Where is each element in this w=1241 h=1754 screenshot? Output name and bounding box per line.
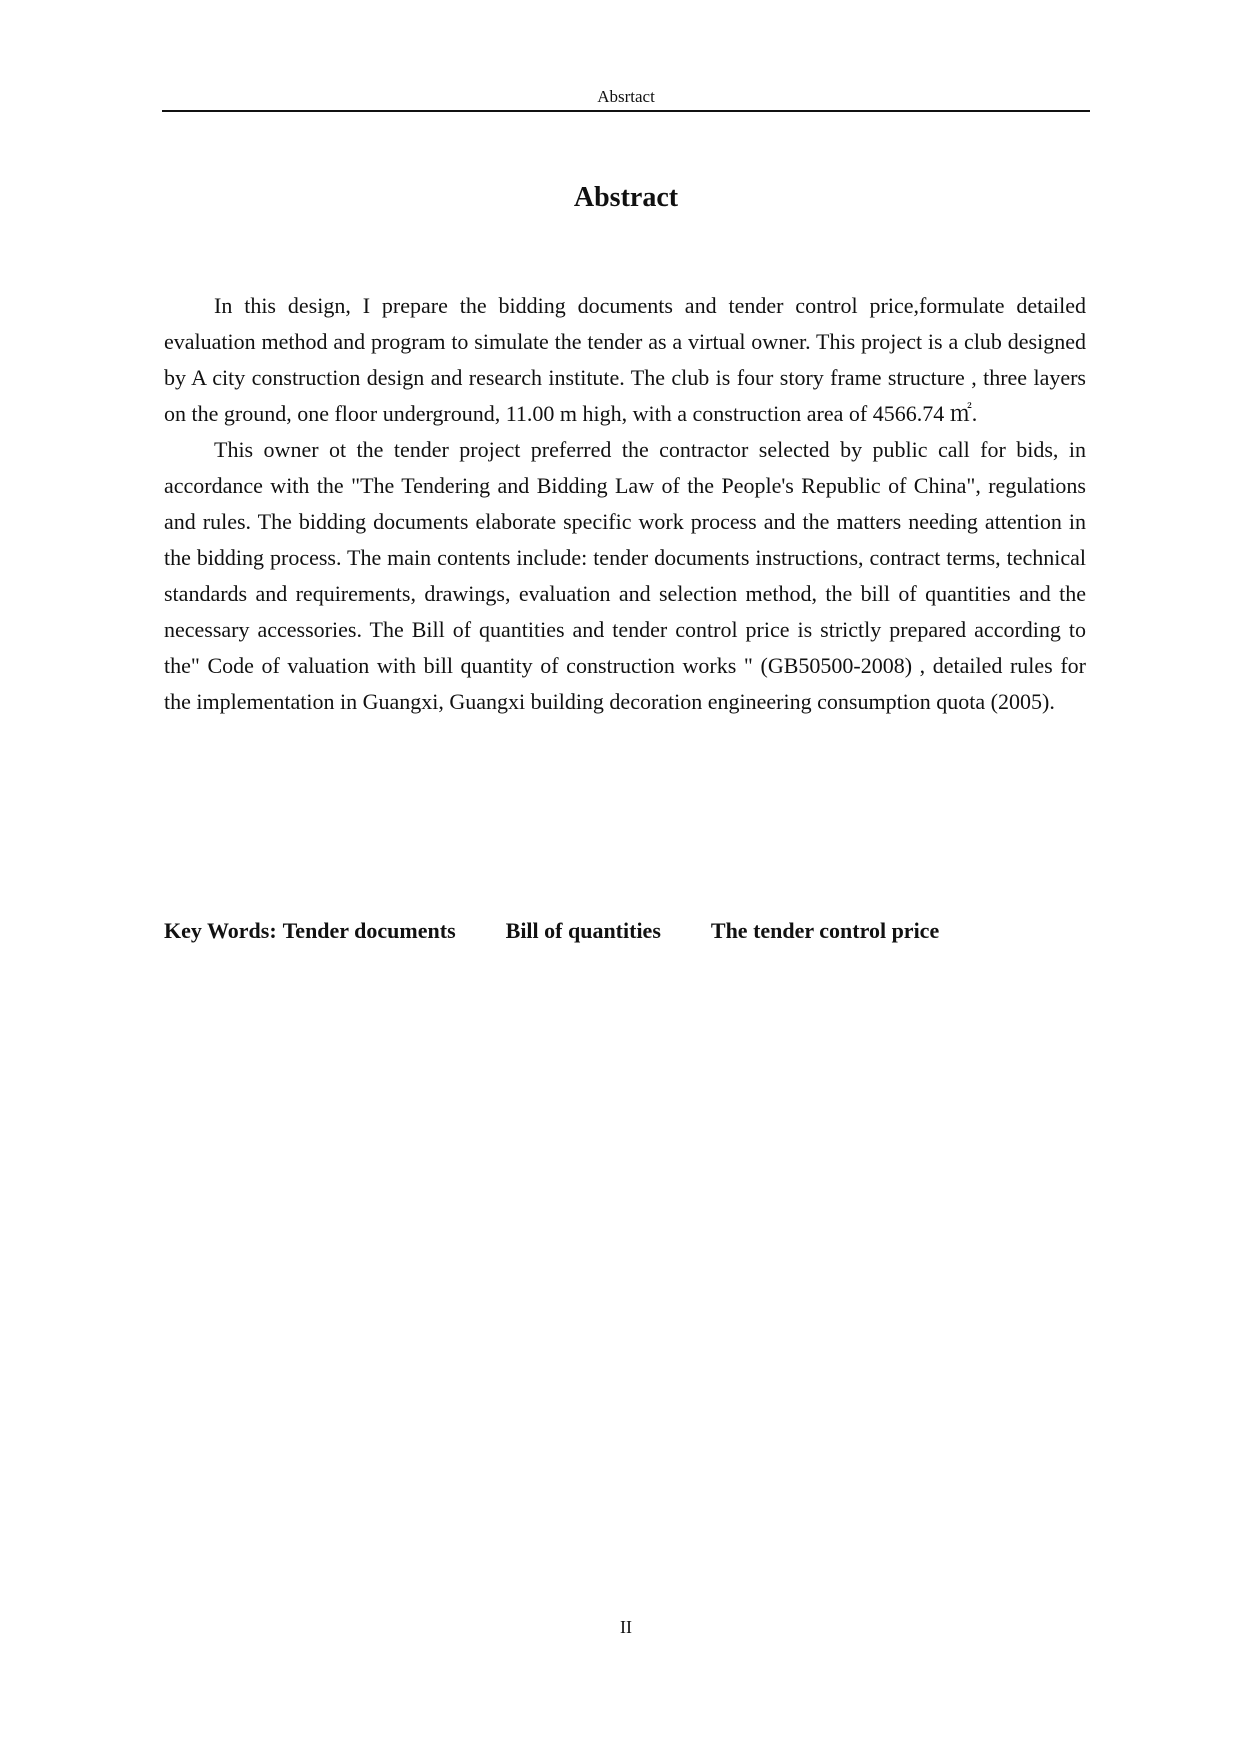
keyword-item: Bill of quantities: [505, 918, 661, 943]
running-header: Absrtact: [597, 87, 655, 106]
page-title: Abstract: [573, 182, 679, 213]
abstract-body: [164, 288, 1086, 720]
page-number: II: [620, 1617, 632, 1637]
header-rule: [162, 110, 1090, 112]
keywords-label: Key Words:: [164, 918, 277, 943]
keyword-item: Tender documents: [282, 918, 456, 943]
abstract-paragraph-1: In this design, I prepare the bidding documents and tender control price,formulate detailed evaluation method and program to simulate the tender as a virtual owner. This project is a club designed by A city construction design and research institute. The club is four story frame structure , three layers on the ground, one floor underground, 11.00 m high, with a construction area of 4566.74 ㎡.: [164, 293, 1086, 426]
keywords-line: [164, 916, 1086, 946]
keyword-item: The tender control price: [710, 918, 940, 943]
abstract-paragraph-2: This owner ot the tender project preferred the contractor selected by public call for bids, in accordance with the "The Tendering and Bidding Law of the People's Republic of China", regulations and rules. The bidding documents elaborate specific work process and the matters needing attention in the bidding process. The main contents include: tender documents instructions, contract terms, technical standards and requirements, drawings, evaluation and selection method, the bill of quantities and the necessary accessories. The Bill of quantities and tender control price is strictly prepared according to the" Code of valuation with bill quantity of construction works " (GB50500-2008) , detailed rules for the implementation in Guangxi, Guangxi building decoration engineering consumption quota (2005).: [164, 437, 1086, 714]
